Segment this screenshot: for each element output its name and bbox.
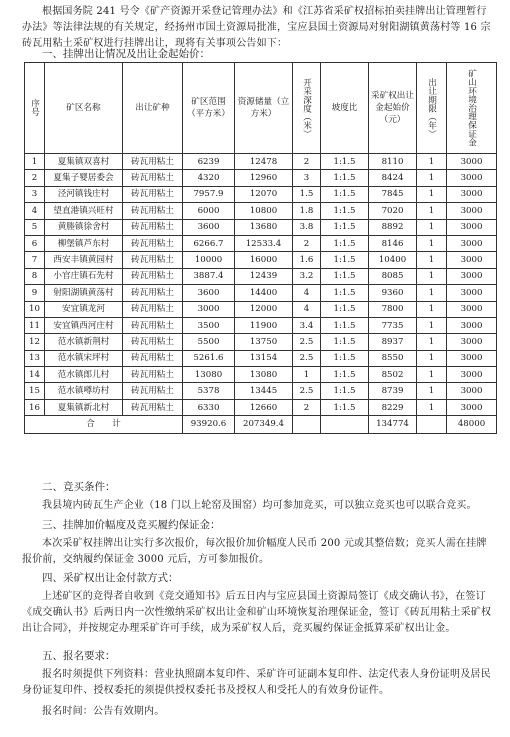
cell-term: 1: [417, 235, 447, 251]
cell-area-name: 范水镇郎儿村: [45, 367, 123, 383]
table-row: [25, 154, 497, 170]
cell-reserves: 12533.4: [235, 235, 293, 251]
cell-depth: 3.2: [293, 268, 321, 284]
cell-slope: 1:1.5: [321, 334, 369, 350]
cell-start-price: 8550: [369, 350, 417, 366]
table-row: [25, 203, 497, 219]
cell-deposit: 3000: [447, 334, 497, 350]
cell-term: 1: [417, 317, 447, 333]
cell-area-name: 范水镇噂坊村: [45, 383, 123, 399]
cell-term: 1: [417, 203, 447, 219]
col-mineral: 出让矿种: [123, 63, 183, 154]
cell-area-range: 5500: [183, 334, 235, 350]
cell-area-range: 6330: [183, 399, 235, 415]
cell-no: 6: [25, 235, 45, 251]
cell-term: 1: [417, 350, 447, 366]
table-row: [25, 235, 497, 251]
col-no: 序号: [25, 63, 45, 154]
cell-mineral: 砖瓦用粘土: [123, 301, 183, 317]
cell-area-name: 安宜镇西河庄村: [45, 317, 123, 333]
cell-area-range: 6239: [183, 154, 235, 170]
cell-reserves: 12070: [235, 186, 293, 202]
auction-table: [24, 62, 497, 434]
cell-slope: 1:1.5: [321, 235, 369, 251]
cell-depth: 1.8: [293, 203, 321, 219]
cell-area-range: 3500: [183, 317, 235, 333]
cell-reserves: 13080: [235, 367, 293, 383]
cell-start-price: 7020: [369, 203, 417, 219]
cell-mineral: 砖瓦用粘土: [123, 252, 183, 268]
cell-start-price: 7800: [369, 301, 417, 317]
cell-term: 1: [417, 399, 447, 415]
cell-depth: 3.4: [293, 317, 321, 333]
cell-slope: 1:1.5: [321, 186, 369, 202]
col-depth: 开采深度（米）: [293, 63, 321, 154]
cell-area-name: 范水镇宋坪村: [45, 350, 123, 366]
cell-start-price: 8110: [369, 154, 417, 170]
cell-depth: 2: [293, 399, 321, 415]
table-row: [25, 383, 497, 399]
cell-mineral: 砖瓦用粘土: [123, 235, 183, 251]
cell-slope: 1:1.5: [321, 301, 369, 317]
cell-mineral: 砖瓦用粘土: [123, 334, 183, 350]
cell-no: 11: [25, 317, 45, 333]
col-area-range: 矿区范围（平方米）: [183, 63, 235, 154]
cell-depth: 2.5: [293, 350, 321, 366]
cell-no: 10: [25, 301, 45, 317]
cell-slope: 1:1.5: [321, 383, 369, 399]
cell-no: 5: [25, 219, 45, 235]
table-row: [25, 399, 497, 415]
table-row: [25, 252, 497, 268]
cell-deposit: 3000: [447, 154, 497, 170]
section3-text: 本次采矿权挂牌出让实行多次报价，每次报价加价幅度人民币 200 元或其整倍数；竞买人需在挂牌报价前，交纳履约保证金 3000 元后，方可参加报价。: [22, 538, 487, 565]
cell-reserves: 13154: [235, 350, 293, 366]
cell-term: 1: [417, 154, 447, 170]
cell-area-range: 10000: [183, 252, 235, 268]
cell-term: 1: [417, 219, 447, 235]
cell-deposit: 3000: [447, 252, 497, 268]
cell-deposit: 3000: [447, 367, 497, 383]
cell-area-range: 6266.7: [183, 235, 235, 251]
cell-start-price: 8424: [369, 170, 417, 186]
table-row: [25, 285, 497, 301]
cell-deposit: 3000: [447, 399, 497, 415]
cell-area-name: 西安丰镇黄园村: [45, 252, 123, 268]
cell-term: 1: [417, 367, 447, 383]
cell-area-name: 夏集镇双喜村: [45, 154, 123, 170]
cell-area-range: 4320: [183, 170, 235, 186]
col-slope: 坡度比: [321, 63, 369, 154]
total-label: 合 计: [25, 416, 183, 434]
cell-depth: 1.5: [293, 186, 321, 202]
cell-mineral: 砖瓦用粘土: [123, 383, 183, 399]
cell-mineral: 砖瓦用粘土: [123, 317, 183, 333]
cell-term: 1: [417, 301, 447, 317]
cell-deposit: 3000: [447, 268, 497, 284]
section5-text: 报名时须提供下列资料：营业执照副本复印件、采矿许可证副本复印件、法定代表人身份证明及居民身份证复印件、授权委托的须提供授权委托书及授权人和受托人的有效身份证件。: [22, 669, 491, 696]
cell-start-price: 7845: [369, 186, 417, 202]
cell-start-price: 8937: [369, 334, 417, 350]
cell-slope: 1:1.5: [321, 285, 369, 301]
cell-term: 1: [417, 186, 447, 202]
cell-term: 1: [417, 285, 447, 301]
table-row: [25, 219, 497, 235]
cell-deposit: 3000: [447, 203, 497, 219]
cell-depth: 2: [293, 154, 321, 170]
cell-mineral: 砖瓦用粘土: [123, 399, 183, 415]
cell-area-range: 5261.6: [183, 350, 235, 366]
table-row: [25, 334, 497, 350]
table-row: [25, 350, 497, 366]
col-term: 出让期限（年）: [417, 63, 447, 154]
section2-text: 我县境内砖瓦生产企业（18 门以上轮窑及围窑）均可参加竞买，可以独立竞买也可以联合竞买。: [42, 500, 477, 511]
table-row: [25, 301, 497, 317]
cell-mineral: 砖瓦用粘土: [123, 203, 183, 219]
cell-start-price: 8739: [369, 383, 417, 399]
table-row: [25, 367, 497, 383]
cell-reserves: 12478: [235, 154, 293, 170]
cell-no: 4: [25, 203, 45, 219]
cell-mineral: 砖瓦用粘土: [123, 219, 183, 235]
cell-area-range: 5378: [183, 383, 235, 399]
cell-area-name: 柳堡镇芦东村: [45, 235, 123, 251]
cell-depth: 1: [293, 367, 321, 383]
cell-area-range: 3600: [183, 285, 235, 301]
cell-slope: 1:1.5: [321, 317, 369, 333]
cell-area-name: 射阳湖镇黄荡村: [45, 285, 123, 301]
cell-area-range: 3887.4: [183, 268, 235, 284]
cell-no: 2: [25, 170, 45, 186]
cell-no: 3: [25, 186, 45, 202]
cell-slope: 1:1.5: [321, 399, 369, 415]
cell-deposit: 3000: [447, 350, 497, 366]
cell-no: 12: [25, 334, 45, 350]
cell-deposit: 3000: [447, 170, 497, 186]
cell-reserves: 10800: [235, 203, 293, 219]
cell-mineral: 砖瓦用粘土: [123, 268, 183, 284]
total-reserves: 207349.4: [235, 416, 293, 434]
cell-depth: 1.6: [293, 252, 321, 268]
cell-deposit: 3000: [447, 285, 497, 301]
section5-time: 报名时间：公告有效期内。: [42, 706, 165, 717]
cell-start-price: 10400: [369, 252, 417, 268]
section4-text: 上述矿区的竞得者自收到《竞交通知书》后五日内与宝应县国土资源局签订《成交确认书》，在签订《成交确认书》后两日内一次性缴纳采矿权出让金和矿山环境恢复治理保证金，签订《砖瓦用粘土采矿权出让合同》，并按规定办理采矿许可手续，成为采矿权人后，竞买履约保证金抵算采矿权出让金。: [22, 591, 492, 634]
cell-reserves: 13750: [235, 334, 293, 350]
cell-area-name: 夏集镇新北村: [45, 399, 123, 415]
cell-area-range: 3600: [183, 219, 235, 235]
cell-depth: 2.5: [293, 383, 321, 399]
section4-title: 四、采矿权出让金付款方式：: [42, 572, 179, 584]
cell-area-name: 安宜镇龙河: [45, 301, 123, 317]
cell-depth: 4: [293, 301, 321, 317]
table-row: [25, 317, 497, 333]
cell-area-name: 泾河镇钱庄村: [45, 186, 123, 202]
cell-mineral: 砖瓦用粘土: [123, 186, 183, 202]
table-row: [25, 170, 497, 186]
section5-title: 五、报名要求：: [42, 650, 116, 662]
cell-term: 1: [417, 252, 447, 268]
cell-slope: 1:1.5: [321, 154, 369, 170]
cell-start-price: 8085: [369, 268, 417, 284]
cell-reserves: 16000: [235, 252, 293, 268]
cell-start-price: 7735: [369, 317, 417, 333]
cell-term: 1: [417, 170, 447, 186]
col-start-price: 采矿权出让金起始价（元）: [369, 63, 417, 154]
intro-paragraph: 根据国务院 241 号令《矿产资源开采登记管理办法》和《江苏省采矿权招标拍卖挂牌出让管理暂行办法》等法律法规的有关规定，经扬州市国土资源局批准，宝应县国土资源局对射阳湖镇黄荡村等 16 宗砖瓦用粘土采矿权进行挂牌出让，现将有关事项公告如下：: [22, 6, 491, 49]
cell-mineral: 砖瓦用粘土: [123, 350, 183, 366]
cell-term: 1: [417, 383, 447, 399]
cell-no: 13: [25, 350, 45, 366]
table-header-row: [25, 63, 497, 154]
cell-reserves: 12960: [235, 170, 293, 186]
cell-no: 16: [25, 399, 45, 415]
cell-slope: 1:1.5: [321, 170, 369, 186]
cell-no: 14: [25, 367, 45, 383]
cell-reserves: 13680: [235, 219, 293, 235]
cell-depth: 2.5: [293, 334, 321, 350]
cell-deposit: 3000: [447, 219, 497, 235]
cell-deposit: 3000: [447, 186, 497, 202]
cell-area-name: 小官庄镇石先村: [45, 268, 123, 284]
cell-reserves: 14400: [235, 285, 293, 301]
total-deposit: 48000: [447, 416, 497, 434]
cell-no: 9: [25, 285, 45, 301]
cell-reserves: 12660: [235, 399, 293, 415]
cell-mineral: 砖瓦用粘土: [123, 170, 183, 186]
section3-title: 三、挂牌加价幅度及竞买履约保证金：: [42, 519, 221, 531]
cell-no: 8: [25, 268, 45, 284]
cell-term: 1: [417, 334, 447, 350]
cell-area-name: 夏集子婴居委会: [45, 170, 123, 186]
table-total-row: [25, 416, 497, 434]
cell-area-name: 望直港镇兴旺村: [45, 203, 123, 219]
cell-area-name: 范水镇新荆村: [45, 334, 123, 350]
cell-deposit: 3000: [447, 317, 497, 333]
cell-no: 15: [25, 383, 45, 399]
cell-depth: 4: [293, 285, 321, 301]
cell-area-range: 6000: [183, 203, 235, 219]
cell-no: 7: [25, 252, 45, 268]
cell-start-price: 8229: [369, 399, 417, 415]
total-price: 134774: [369, 416, 417, 434]
cell-start-price: 8502: [369, 367, 417, 383]
col-area-name: 矿区名称: [45, 63, 123, 154]
cell-mineral: 砖瓦用粘土: [123, 154, 183, 170]
cell-start-price: 8892: [369, 219, 417, 235]
col-env-deposit: 矿山环境治理保证金: [447, 63, 497, 154]
cell-reserves: 11900: [235, 317, 293, 333]
cell-start-price: 8146: [369, 235, 417, 251]
cell-reserves: 13445: [235, 383, 293, 399]
cell-slope: 1:1.5: [321, 268, 369, 284]
cell-area-range: 3000: [183, 301, 235, 317]
section1-title: 一、挂牌出让情况及出让金起始价：: [42, 48, 210, 60]
total-area: 93920.6: [183, 416, 235, 434]
cell-start-price: 9360: [369, 285, 417, 301]
cell-depth: 2: [293, 235, 321, 251]
cell-area-name: 黄塍镇徐舍村: [45, 219, 123, 235]
section2-title: 二、竞买条件：: [42, 481, 116, 493]
cell-slope: 1:1.5: [321, 219, 369, 235]
cell-deposit: 3000: [447, 383, 497, 399]
cell-deposit: 3000: [447, 301, 497, 317]
cell-term: 1: [417, 268, 447, 284]
cell-area-range: 13080: [183, 367, 235, 383]
cell-slope: 1:1.5: [321, 350, 369, 366]
cell-mineral: 砖瓦用粘土: [123, 285, 183, 301]
cell-depth: 3: [293, 170, 321, 186]
cell-area-range: 7957.9: [183, 186, 235, 202]
cell-reserves: 12439: [235, 268, 293, 284]
cell-mineral: 砖瓦用粘土: [123, 367, 183, 383]
cell-slope: 1:1.5: [321, 367, 369, 383]
table-row: [25, 186, 497, 202]
cell-slope: 1:1.5: [321, 203, 369, 219]
cell-slope: 1:1.5: [321, 252, 369, 268]
cell-reserves: 12000: [235, 301, 293, 317]
cell-deposit: 3000: [447, 235, 497, 251]
table-row: [25, 268, 497, 284]
cell-no: 1: [25, 154, 45, 170]
cell-depth: 3.8: [293, 219, 321, 235]
col-reserves: 资源储量（立方米）: [235, 63, 293, 154]
